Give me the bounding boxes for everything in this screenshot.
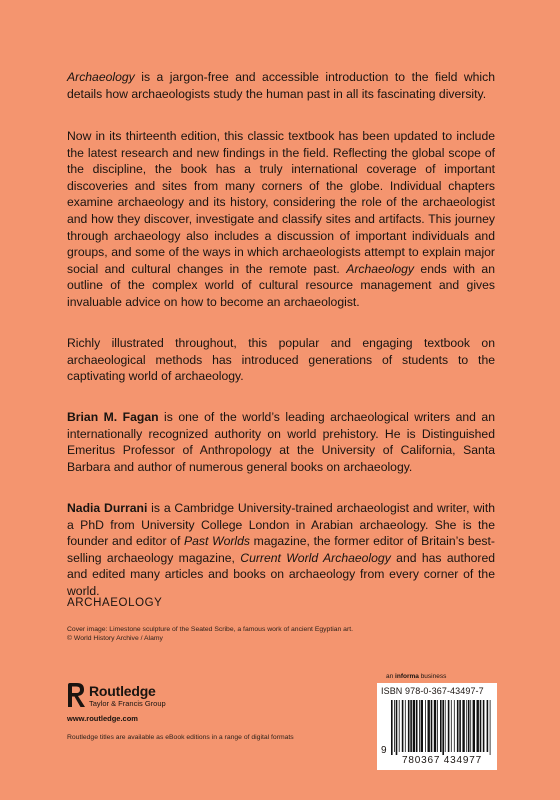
description-text: Richly illustrated throughout, this popular and engaging textbook on archaeological methods has introduced generations of students to the captivating world of archaeology. (67, 336, 495, 384)
barcode-bar (434, 700, 436, 752)
author-bio-text: is a Cambridge University-trained archaeologist and writer, with a PhD from University College London in Arabian archaeology. She is the founder and editor of (67, 501, 495, 549)
publisher-name: Routledge (89, 683, 156, 699)
description-paragraph-2 (67, 128, 495, 311)
barcode-bar (448, 700, 450, 752)
publisher-group: Taylor & Francis Group (89, 699, 166, 708)
author-bio-fagan (67, 409, 495, 475)
barcode-bar (428, 700, 430, 752)
barcode-bar (459, 700, 461, 752)
barcode-bar (413, 700, 415, 752)
barcode-bar (462, 700, 464, 752)
barcode-bar (437, 700, 438, 752)
informa-brand: informa (395, 673, 419, 680)
barcode-lead-digit: 9 (381, 745, 387, 756)
book-title-italic: Archaeology (346, 261, 414, 276)
author-name: Nadia Durrani (67, 501, 148, 515)
informa-prefix: an (386, 673, 396, 680)
description-paragraph-1 (67, 69, 495, 102)
barcode-bar (410, 700, 412, 752)
author-bio-text: and has authored and edited many articles and books on archaeology from every corner of the world. (67, 550, 495, 598)
barcode-bar (454, 700, 455, 752)
barcode-bar (480, 700, 482, 752)
magazine-title: Current World Archaeology (240, 550, 391, 565)
routledge-r-icon (67, 682, 87, 708)
barcode-bar (394, 700, 395, 752)
barcode-bar (468, 700, 470, 752)
cover-credit-line: © World History Archive / Alamy (67, 635, 163, 642)
magazine-title: Past Worlds (184, 534, 250, 549)
barcode-bar (399, 700, 400, 752)
barcode-bar (473, 700, 475, 752)
isbn-barcode (377, 683, 497, 770)
author-bio-durrani (67, 500, 495, 600)
barcode-bar (396, 700, 398, 756)
barcode-bars (391, 700, 493, 756)
barcode-bar (451, 700, 452, 752)
barcode-bar (440, 700, 442, 752)
barcode-bar (391, 700, 393, 756)
barcode-bar (457, 700, 459, 752)
publisher-website: www.routledge.com (67, 714, 138, 723)
informa-suffix: business (418, 673, 447, 680)
book-title-italic: Archaeology (67, 70, 135, 84)
isbn-number: ISBN 978-0-367-43497-7 (381, 686, 484, 696)
barcode-bar (445, 700, 446, 752)
subject-category: ARCHAEOLOGY (67, 597, 163, 609)
ebook-availability-note: Routledge titles are available as eBook editions in a range of digital formats (67, 734, 294, 741)
author-bio-text: is one of the world’s leading archaeological writers and an internationally recognized authority on world prehistory. He is Distinguished Emeritus Professor of Anthropology at the University of California, Santa Barbara and author of numerous general books on archaeology. (67, 410, 495, 474)
barcode-bar (442, 700, 444, 756)
cover-credit-line: Cover image: Limestone sculpture of the Seated Scribe, a famous work of ancient Egyptian art. (67, 626, 353, 633)
barcode-bar (416, 700, 418, 752)
informa-business-tag (386, 673, 446, 680)
cover-image-credit (67, 625, 497, 643)
description-text: is a jargon-free and accessible introduction to the field which details how archaeologists study the human past in all its fascinating diversity. (67, 70, 495, 101)
description-text: Now in its thirteenth edition, this classic textbook has been updated to include the latest research and new findings in the field. Reflecting the global scope of the discipline, the book has a truly international coverage of important discoveries and sites from many corners of the globe. Individual chapters examine archaeology and its history, considering the role of the archaeologist and how they discover, investigate and classify sites and artifacts. This journey through archaeology also includes a discussion of important individuals and groups, and some of the ways in which archaeologists attempt to explain major social and cultural changes in the remote past. (67, 129, 495, 276)
barcode-bar (402, 700, 404, 752)
barcode-bar (408, 700, 410, 752)
barcode-bar (466, 700, 467, 752)
barcode-bar (487, 700, 489, 752)
barcode-bar (477, 700, 479, 752)
author-name: Brian M. Fagan (67, 410, 159, 424)
barcode-bar (419, 700, 420, 752)
author-bio-text: magazine, the former editor of Britain’s best-selling archaeology magazine, (67, 534, 495, 565)
barcode-bar (421, 700, 423, 752)
barcode-bar (405, 700, 406, 752)
barcode-bar (425, 700, 426, 752)
barcode-bar (483, 700, 485, 752)
barcode-bar (470, 700, 471, 752)
barcode-bar (431, 700, 433, 752)
barcode-bar (490, 700, 491, 756)
barcode-digits: 780367 434977 (391, 755, 493, 766)
description-text: ends with an outline of the complex world of cultural resource management and gives invaluable advice on how to become an archaeologist. (67, 261, 495, 309)
description-paragraph-3 (67, 335, 495, 385)
